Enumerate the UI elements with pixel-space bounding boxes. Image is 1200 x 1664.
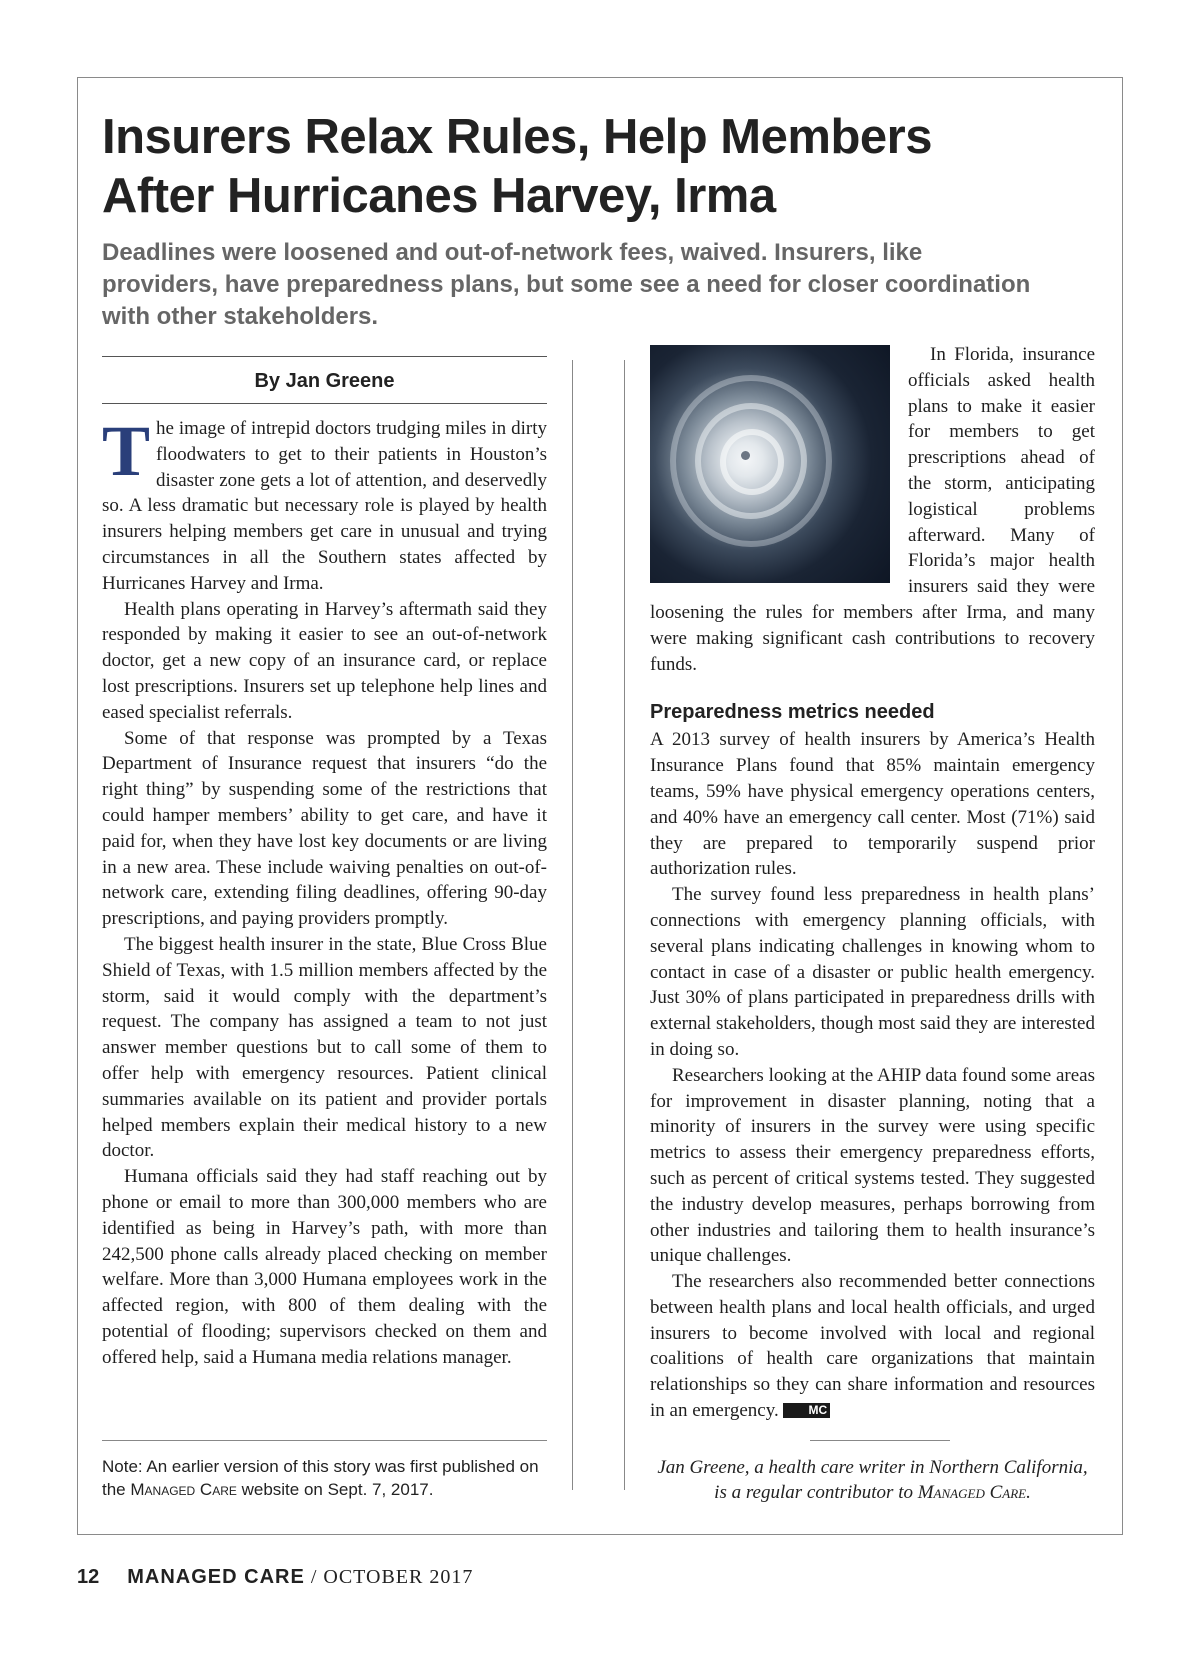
footer-publication: MANAGED CARE (127, 1566, 305, 1588)
footer-separator: / (304, 1566, 324, 1588)
column-rule-right (624, 360, 625, 1490)
paragraph: Researchers looking at the AHIP data found some areas for improvement in disaster planning, noting that a minority of insurers in the survey were using specific metrics to assess their emergency preparedness efforts, such as percent of critical systems tested. They suggested the industry develop measures, perhaps borrowing from other industries and tailoring them to health insurance’s unique challenges. (650, 1064, 1095, 1267)
note-publication-name: Managed Care (130, 1480, 237, 1499)
byline-top-rule (102, 356, 547, 357)
page-number: 12 (77, 1566, 100, 1588)
paragraph: The survey found less preparedness in health plans’ connections with emergency planning officials, with several plans indicating challenges in knowing whom to contact in case of a disaster or public health emergency. Just 30% of plans participated in preparedness drills with external stakeholders, though most said they are interested in doing so. (650, 884, 1095, 1060)
paragraph: The biggest health insurer in the state, Blue Cross Blue Shield of Texas, with 1.5 million members affected by the storm, said it would comply with the department’s request. The company has assigned a team to not just answer member questions but to call some of them to offer help with emergency resources. Patient clinical summaries available on its patient and provider portals helped members explain their medical history to a new doctor. (102, 933, 547, 1162)
headline (102, 108, 1102, 226)
paragraph: Some of that response was prompted by a Texas Department of Insurance request that insurers “do the right thing” by suspending some of the restrictions that could hamper members’ ability to get care, and have it paid for, when they have lost key documents or are living in a new area. These include waiving penalties on out-of-network care, extending filing deadlines, offering 90-day prescriptions, and paying providers promptly. (102, 727, 547, 930)
page-footer (77, 1566, 473, 1589)
hurricane-satellite-image (650, 345, 890, 583)
note-rule (102, 1440, 547, 1441)
author-bio: Jan Greene, a health care writer in Northern California, is a regular contributor to Managed Care. (657, 1457, 1088, 1503)
paragraph: The researchers also recommended better connections between health plans and local health officials, and urged insurers to become involved with local and regional coalitions of health care organizations that maintain relationships so they can share information and resources in an emergency. MC (650, 1271, 1095, 1422)
end-mark-badge: MC (783, 1403, 830, 1418)
drop-cap: T (102, 411, 151, 491)
paragraph: The image of intrepid doctors trudging miles in dirty floodwaters to get to their patients in Houston’s disaster zone gets a lot of attention, and deservedly so. A less dramatic but necessary role is played by health insurers helping members get care in unusual and trying circumstances in all the Southern states affected by Hurricanes Harvey and Irma. (102, 411, 547, 594)
left-column (102, 411, 547, 1370)
bio-publication-name: Managed Care (917, 1482, 1027, 1503)
section-subhead: Preparedness metrics needed (650, 701, 935, 724)
publication-note: Note: An earlier version of this story was first published on the Managed Care website on Sept. 7, 2017. (102, 1457, 539, 1499)
paragraph: A 2013 survey of health insurers by America’s Health Insurance Plans found that 85% maintain emergency teams, 59% have physical emergency operations centers, and 40% have an emergency call center. Most (71%) said they are prepared to temporarily suspend prior authorization rules. (650, 729, 1095, 880)
footer-issue: OCTOBER 2017 (323, 1566, 474, 1588)
hurricane-eye (741, 451, 750, 460)
byline-bottom-rule (102, 403, 547, 404)
dek: Deadlines were loosened and out-of-network fees, waived. Insurers, like providers, have preparedness plans, but some see a need for closer coordination with other stakeholders. (102, 239, 1031, 330)
right-column (650, 342, 1095, 1424)
paragraph: Humana officials said they had staff reaching out by phone or email to more than 300,000 members who are identified as being in Harvey’s path, with more than 242,500 phone calls already placed checking on member welfare. More than 3,000 Humana employees work in the affected region, with 800 of them dealing with the potential of flooding; supervisors checked on them and offered help, said a Humana media relations manager. (102, 1166, 547, 1368)
paragraph: Health plans operating in Harvey’s aftermath said they responded by making it easier to see an out-of-network doctor, get a new copy of an insurance card, or replace lost prescriptions. Insurers set up telephone help lines and eased specialist referrals. (102, 598, 547, 723)
byline: By Jan Greene (254, 370, 395, 392)
headline-line-2: After Hurricanes Harvey, Irma (102, 169, 776, 223)
bio-rule (810, 1440, 950, 1441)
paragraph: In Florida, insurance officials asked health plans to make it easier for members to get prescriptions ahead of the storm, anticipating logistical problems afterward. Many of Florida’s major health insurers said they were loosening the rules for members after Irma, and many were making significant cash contributions to recovery funds. (650, 344, 1095, 675)
headline-line-1: Insurers Relax Rules, Help Members (102, 110, 932, 164)
column-rule-left (572, 360, 573, 1490)
